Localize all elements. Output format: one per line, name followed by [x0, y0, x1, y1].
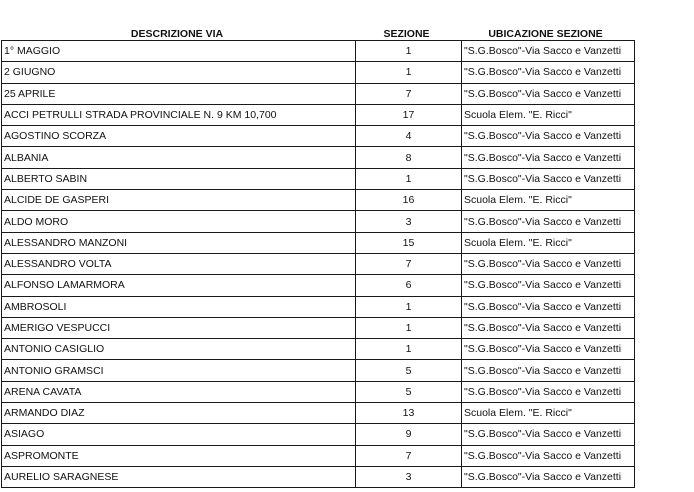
- section-number-cell: 1: [356, 339, 462, 360]
- table-row: [2, 232, 635, 253]
- street-name-cell: AGOSTINO SCORZA: [2, 126, 356, 147]
- street-name-cell: ALBANIA: [2, 147, 356, 168]
- table-row: [2, 296, 635, 317]
- section-number-cell: 7: [356, 83, 462, 104]
- table-row: [2, 275, 635, 296]
- table-row: [2, 339, 635, 360]
- table-row: [2, 403, 635, 424]
- section-number-cell: 1: [356, 317, 462, 338]
- section-location-cell: Scuola Elem. "E. Ricci": [462, 232, 635, 253]
- street-name-cell: AMERIGO VESPUCCI: [2, 317, 356, 338]
- table-row: [2, 126, 635, 147]
- table-row: [2, 147, 635, 168]
- table-row: [2, 83, 635, 104]
- section-number-cell: 1: [356, 296, 462, 317]
- header-ubicazione-sezione: UBICAZIONE SEZIONE: [488, 28, 603, 40]
- header-descrizione-via: DESCRIZIONE VIA: [130, 28, 224, 40]
- table-row: [2, 104, 635, 125]
- table-row: [2, 317, 635, 338]
- table-row: [2, 253, 635, 274]
- street-name-cell: 2 GIUGNO: [2, 62, 356, 83]
- section-number-cell: 17: [356, 104, 462, 125]
- street-name-cell: ALFONSO LAMARMORA: [2, 275, 356, 296]
- street-name-cell: ARENA CAVATA: [2, 381, 356, 402]
- table-row: [2, 381, 635, 402]
- section-location-cell: "S.G.Bosco"-Via Sacco e Vanzetti: [462, 445, 635, 466]
- street-name-cell: ALDO MORO: [2, 211, 356, 232]
- table-body: [2, 41, 635, 488]
- section-location-cell: "S.G.Bosco"-Via Sacco e Vanzetti: [462, 317, 635, 338]
- street-name-cell: AMBROSOLI: [2, 296, 356, 317]
- section-number-cell: 13: [356, 403, 462, 424]
- section-number-cell: 6: [356, 275, 462, 296]
- section-location-cell: "S.G.Bosco"-Via Sacco e Vanzetti: [462, 83, 635, 104]
- section-location-cell: "S.G.Bosco"-Via Sacco e Vanzetti: [462, 339, 635, 360]
- street-name-cell: ACCI PETRULLI STRADA PROVINCIALE N. 9 KM 10,700: [2, 104, 356, 125]
- section-number-cell: 7: [356, 253, 462, 274]
- street-name-cell: 25 APRILE: [2, 83, 356, 104]
- street-name-cell: AURELIO SARAGNESE: [2, 466, 356, 487]
- street-name-cell: ARMANDO DIAZ: [2, 403, 356, 424]
- section-location-cell: "S.G.Bosco"-Via Sacco e Vanzetti: [462, 41, 635, 62]
- section-number-cell: 1: [356, 62, 462, 83]
- section-location-cell: "S.G.Bosco"-Via Sacco e Vanzetti: [462, 62, 635, 83]
- section-location-cell: "S.G.Bosco"-Via Sacco e Vanzetti: [462, 466, 635, 487]
- section-location-cell: "S.G.Bosco"-Via Sacco e Vanzetti: [462, 168, 635, 189]
- section-location-cell: "S.G.Bosco"-Via Sacco e Vanzetti: [462, 211, 635, 232]
- section-location-cell: "S.G.Bosco"-Via Sacco e Vanzetti: [462, 126, 635, 147]
- section-number-cell: 5: [356, 381, 462, 402]
- street-name-cell: ALESSANDRO VOLTA: [2, 253, 356, 274]
- section-number-cell: 9: [356, 424, 462, 445]
- section-number-cell: 1: [356, 41, 462, 62]
- table-row: [2, 360, 635, 381]
- section-location-cell: "S.G.Bosco"-Via Sacco e Vanzetti: [462, 275, 635, 296]
- section-location-cell: "S.G.Bosco"-Via Sacco e Vanzetti: [462, 253, 635, 274]
- table-row: [2, 41, 635, 62]
- streets-table: [1, 40, 635, 488]
- street-name-cell: ASPROMONTE: [2, 445, 356, 466]
- header-sezione: SEZIONE: [383, 28, 430, 40]
- section-number-cell: 4: [356, 126, 462, 147]
- section-location-cell: "S.G.Bosco"-Via Sacco e Vanzetti: [462, 147, 635, 168]
- section-number-cell: 7: [356, 445, 462, 466]
- section-number-cell: 8: [356, 147, 462, 168]
- section-number-cell: 3: [356, 211, 462, 232]
- street-name-cell: ANTONIO CASIGLIO: [2, 339, 356, 360]
- section-number-cell: 1: [356, 168, 462, 189]
- section-location-cell: "S.G.Bosco"-Via Sacco e Vanzetti: [462, 360, 635, 381]
- table-row: [2, 424, 635, 445]
- section-location-cell: "S.G.Bosco"-Via Sacco e Vanzetti: [462, 381, 635, 402]
- table-row: [2, 211, 635, 232]
- table-row: [2, 445, 635, 466]
- table-header: [0, 27, 694, 41]
- street-name-cell: ALBERTO SABIN: [2, 168, 356, 189]
- street-name-cell: ALCIDE DE GASPERI: [2, 190, 356, 211]
- table-row: [2, 466, 635, 487]
- street-name-cell: 1° MAGGIO: [2, 41, 356, 62]
- street-name-cell: ANTONIO GRAMSCI: [2, 360, 356, 381]
- table-row: [2, 190, 635, 211]
- table-row: [2, 168, 635, 189]
- section-number-cell: 5: [356, 360, 462, 381]
- section-location-cell: Scuola Elem. "E. Ricci": [462, 104, 635, 125]
- section-number-cell: 15: [356, 232, 462, 253]
- section-number-cell: 3: [356, 466, 462, 487]
- street-name-cell: ALESSANDRO MANZONI: [2, 232, 356, 253]
- street-name-cell: ASIAGO: [2, 424, 356, 445]
- section-number-cell: 16: [356, 190, 462, 211]
- section-location-cell: Scuola Elem. "E. Ricci": [462, 190, 635, 211]
- section-location-cell: "S.G.Bosco"-Via Sacco e Vanzetti: [462, 424, 635, 445]
- table-row: [2, 62, 635, 83]
- section-location-cell: Scuola Elem. "E. Ricci": [462, 403, 635, 424]
- section-location-cell: "S.G.Bosco"-Via Sacco e Vanzetti: [462, 296, 635, 317]
